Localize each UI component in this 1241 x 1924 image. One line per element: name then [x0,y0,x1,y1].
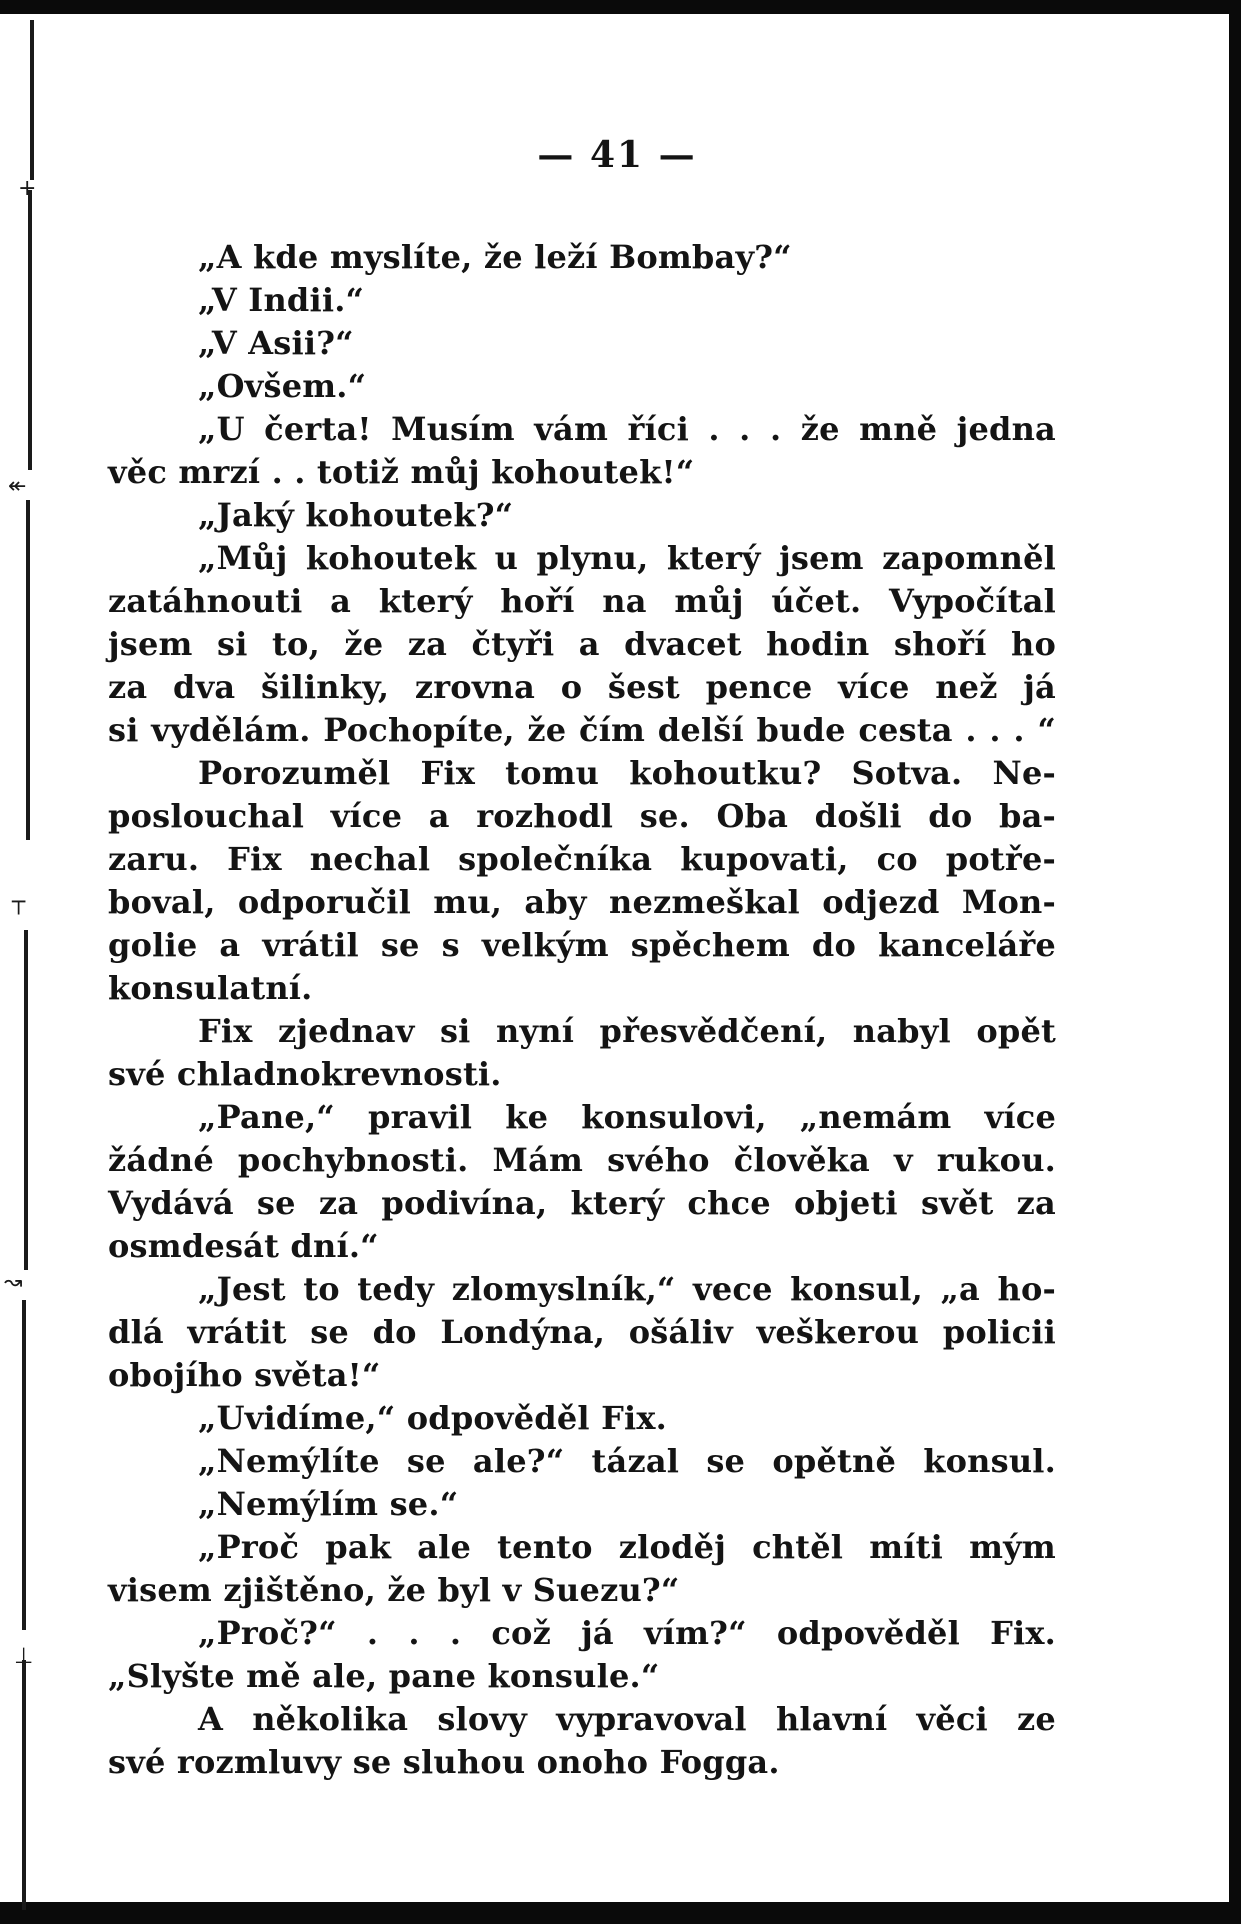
binding-mark: + [18,176,37,201]
text-line: „Jaký kohoutek?“ [198,496,514,534]
text-line: golie a vrátil se s velkým spěchem do kanceláře [108,926,1056,964]
text-line: „Nemýlíte se ale?“ tázal se opětně konsul. [198,1442,1056,1480]
scan-border-bottom [0,1902,1241,1924]
text-line: „Proč pak ale tento zloděj chtěl míti mým [198,1528,1056,1566]
text-line: „Můj kohoutek u plynu, který jsem zapomněl [198,539,1056,577]
text-line: poslouchal více a rozhodl se. Oba došli do ba- [108,797,1056,835]
page-text [108,236,1056,1784]
scan-border-top [0,0,1241,14]
text-line: „V Indii.“ [198,281,365,319]
text-line: „Nemýlím se.“ [198,1485,459,1523]
text-line: osmdesát dní.“ [108,1227,379,1265]
text-line: si vydělám. Pochopíte, že čím delší bude cesta . . . “ [108,711,1056,749]
text-line: věc mrzí . . totiž můj kohoutek!“ [108,453,695,491]
binding-line [22,1300,26,1630]
text-line: jsem si to, že za čtyři a dvacet hodin shoří ho [108,625,1056,663]
text-line: „Proč?“ . . . což já vím?“ odpověděl Fix. [198,1614,1056,1652]
text-line: zaru. Fix nechal společníka kupovati, co potře- [108,840,1056,878]
text-line: „V Asii?“ [198,324,354,362]
text-line: „Slyšte mě ale, pane konsule.“ [108,1657,660,1695]
text-line: boval, odporučil mu, aby nezmeškal odjezd Mon- [108,883,1056,921]
text-line: konsulatní. [108,969,313,1007]
scan-border-right [1229,0,1241,1924]
text-line: „Pane,“ pravil ke konsulovi, „nemám více [198,1098,1056,1136]
text-line: zatáhnouti a který hoří na můj účet. Vypočítal [108,582,1056,620]
text-line: visem zjištěno, že byl v Suezu?“ [108,1571,680,1609]
binding-line [22,1660,26,1910]
book-page [108,120,1056,1784]
page-number: — 41 — [537,134,697,176]
text-line: „Jest to tedy zlomyslník,“ vece konsul, „a ho- [198,1270,1056,1308]
text-line: Vydává se za podivína, který chce objeti svět za [108,1184,1056,1222]
binding-mark: ⊥ [14,1644,34,1669]
text-line: Porozuměl Fix tomu kohoutku? Sotva. Ne- [198,754,1056,792]
text-line: žádné pochybnosti. Mám svého člověka v rukou. [108,1141,1056,1179]
text-line: Fix zjednav si nyní přesvědčení, nabyl opět [198,1012,1056,1050]
binding-mark: ↞ [8,474,27,499]
binding-mark: ↝ [4,1270,23,1295]
text-line: „Uvidíme,“ odpověděl Fix. [198,1399,668,1437]
text-line: obojího světa!“ [108,1356,381,1394]
binding-mark: ┬ [12,890,26,915]
text-line: „A kde myslíte, že leží Bombay?“ [198,238,792,276]
binding-line [28,190,32,470]
text-line: své rozmluvy se sluhou onoho Fogga. [108,1743,780,1781]
binding-line [24,930,28,1270]
text-line: za dva šilinky, zrovna o šest pence více než já [108,668,1056,706]
text-line: „U čerta! Musím vám říci . . . že mně jedna [198,410,1056,448]
binding-edge [0,0,44,1924]
binding-line [30,20,34,180]
text-line: dlá vrátit se do Londýna, ošáliv veškerou policii [108,1313,1056,1351]
binding-line [26,500,30,840]
text-line: své chladnokrevnosti. [108,1055,502,1093]
text-line: „Ovšem.“ [198,367,367,405]
text-line: A několika slovy vypravoval hlavní věci ze [198,1700,1056,1738]
